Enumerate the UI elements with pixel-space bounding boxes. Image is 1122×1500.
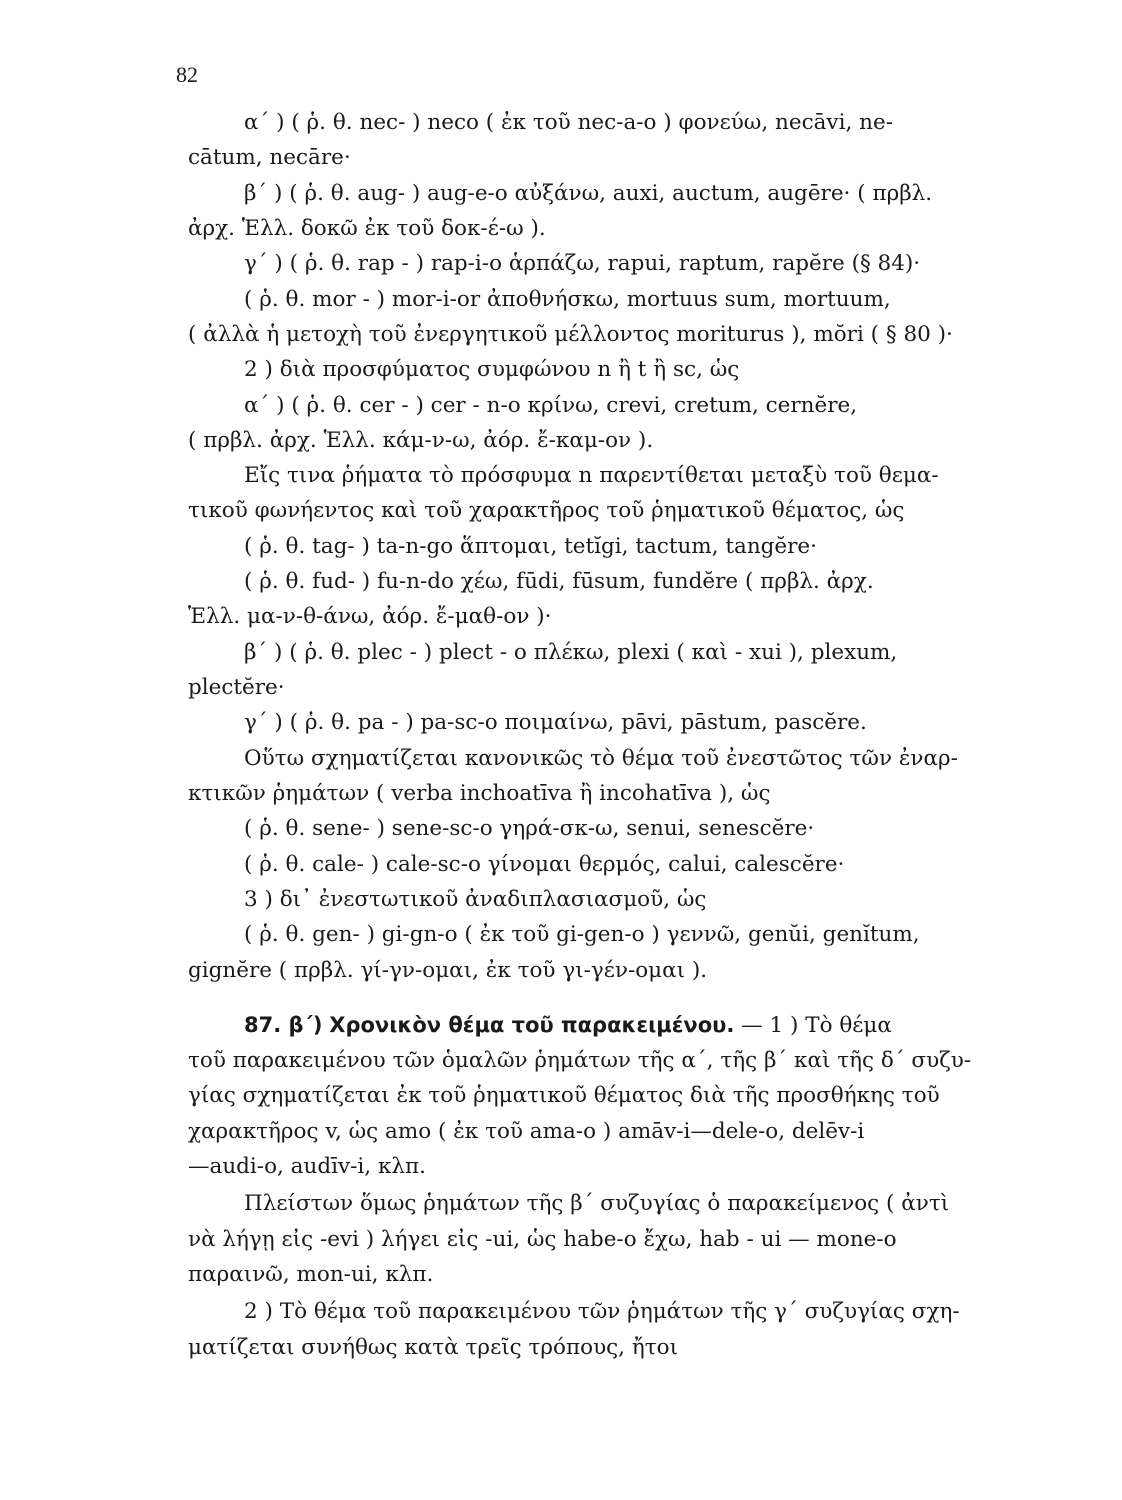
body-text [188, 106, 1102, 1366]
text-line: 3 ) δι᾿ ἐνεστωτικοῦ ἀναδιπλασιασμοῦ, ὡς [244, 886, 707, 912]
text-line: κτικῶν ῥημάτων ( verba inchoatīva ἢ incohatīva ), ὡς [188, 780, 771, 806]
text-line: Πλείστων ὅμως ῥημάτων τῆς β΄ συζυγίας ὁ παρακείμενος ( ἀντὶ [244, 1191, 950, 1217]
text-line: χαρακτῆρος v, ὡς amo ( ἐκ τοῦ ama-o ) amāv-i—dele-o, delēv-i [188, 1118, 865, 1144]
text-line: παραινῶ, mon-ui, κλπ. [188, 1262, 434, 1287]
text-line: ( ῥ. θ. tag- ) ta-n-go ἅπτομαι, tetĭgi, tactum, tangĕre· [244, 533, 817, 559]
text-line: γ΄ ) ( ῥ. θ. pa - ) pa-sc-o ποιμαίνω, pāvi, pāstum, pascĕre. [244, 710, 867, 736]
text-line: τοῦ παρακειμένου τῶν ὁμαλῶν ῥημάτων τῆς α΄, τῆς β΄ καὶ τῆς δ΄ συζυ- [188, 1048, 972, 1074]
text-line: ματίζεται συνήθως κατὰ τρεῖς τρόπους, ἤτοι [188, 1334, 678, 1360]
text-line: νὰ λήγῃ εἰς -evi ) λήγει εἰς -ui, ὡς habe-o ἔχω, hab - ui — mone-o [188, 1226, 897, 1252]
text-line: 2 ) διὰ προσφύματος συμφώνου n ἢ t ἢ sc, ὡς [244, 357, 740, 383]
section-number: 87. β΄) [244, 1012, 323, 1037]
text-line: α΄ ) ( ῥ. θ. cer - ) cer - n-o κρίνω, crevi, cretum, cernĕre, [244, 392, 858, 418]
text-line: ( ῥ. θ. cale- ) cale-sc-o γίνομαι θερμός, calui, calescĕre· [244, 851, 845, 877]
text-line: γ΄ ) ( ῥ. θ. rap - ) rap-i-o ἁρπάζω, rapui, raptum, rapĕre (§ 84)· [244, 251, 921, 277]
section-lead: — 1 ) Τὸ θέμα [734, 1012, 892, 1038]
text-line: ( ῥ. θ. sene- ) sene-sc-o γηρά-σκ-ω, senui, senescĕre· [244, 816, 815, 842]
text-line: plectĕre· [188, 675, 285, 700]
text-line: β΄ ) ( ῥ. θ. aug- ) aug-e-o αὐξάνω, auxi, auctum, augēre· ( πρβλ. [244, 180, 933, 206]
text-line: gignĕre ( πρβλ. γί-γν-ομαι, ἐκ τοῦ γι-γέν-ομαι ). [188, 957, 708, 983]
section-title: Χρονικὸν θέμα τοῦ παρακειμένου. [329, 1012, 735, 1037]
text-line: τικοῦ φωνήεντος καὶ τοῦ χαρακτῆρος τοῦ ῥηματικοῦ θέματος, ὡς [188, 498, 905, 524]
text-line: cātum, necāre· [188, 145, 351, 171]
text-line: β΄ ) ( ῥ. θ. plec - ) plect - o πλέκω, plexi ( καὶ - xui ), plexum, [244, 639, 898, 665]
text-line: Εἴς τινα ῥήματα τὸ πρόσφυμα n παρεντίθεται μεταξὺ τοῦ θεμα- [244, 463, 939, 489]
text-line: Ἑλλ. μα-ν-θ-άνω, ἀόρ. ἔ-μαθ-ον )· [188, 604, 552, 630]
text-line: —audi-o, audīv-i, κλπ. [188, 1154, 426, 1180]
text-line: γίας σχηματίζεται ἐκ τοῦ ῥηματικοῦ θέματος διὰ τῆς προσθήκης τοῦ [188, 1083, 940, 1109]
section-heading-line [188, 1009, 1102, 1042]
text-line: ( ῥ. θ. gen- ) gi-gn-o ( ἐκ τοῦ gi-gen-o ) γεννῶ, genŭi, genĭtum, [244, 922, 920, 948]
text-line: Οὕτω σχηματίζεται κανονικῶς τὸ θέμα τοῦ ἐνεστῶτος τῶν ἐναρ- [244, 745, 958, 771]
text-line: 2 ) Τὸ θέμα τοῦ παρακειμένου τῶν ῥημάτων τῆς γ΄ συζυγίας σχη- [244, 1299, 960, 1325]
text-line: ἀρχ. Ἑλλ. δοκῶ ἐκ τοῦ δοκ-έ-ω ). [188, 215, 546, 241]
text-line: ( ἀλλὰ ἡ μετοχὴ τοῦ ἐνεργητικοῦ μέλλοντος moriturus ), mŏri ( § 80 )· [188, 321, 953, 347]
page-number: 82 [176, 62, 198, 87]
text-line: ( πρβλ. ἀρχ. Ἑλλ. κάμ-ν-ω, ἀόρ. ἔ-καμ-ον ). [188, 427, 654, 453]
text-line: ( ῥ. θ. mor - ) mor-i-or ἀποθνήσκω, mortuus sum, mortuum, [244, 286, 891, 312]
text-line: α΄ ) ( ῥ. θ. nec- ) neco ( ἐκ τοῦ nec-a-o ) φονεύω, necāvi, ne- [244, 110, 893, 135]
text-line: ( ῥ. θ. fud- ) fu-n-do χέω, fūdi, fūsum, fundĕre ( πρβλ. ἀρχ. [244, 569, 874, 595]
